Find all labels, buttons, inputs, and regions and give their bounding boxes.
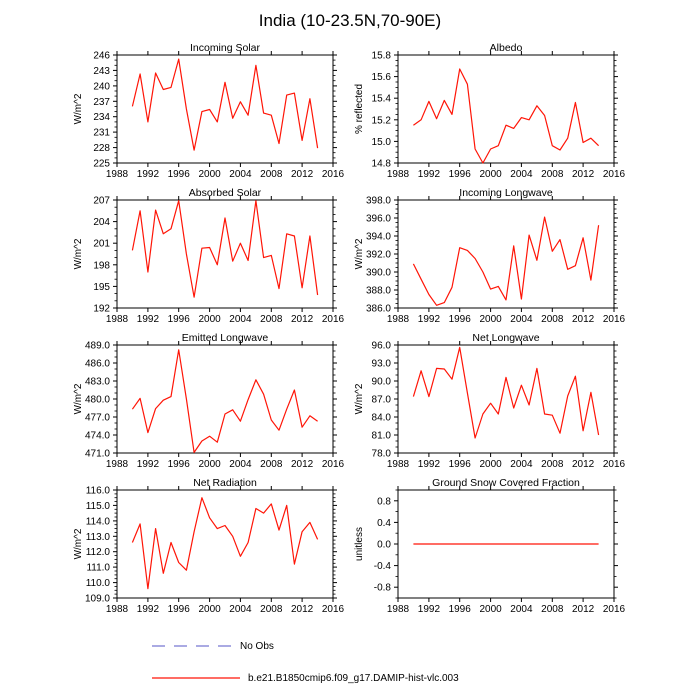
y-tick-label: -0.4 — [373, 561, 391, 573]
chart-net-radiation — [61, 475, 345, 620]
series-line — [413, 217, 598, 305]
y-tick-label: 246 — [93, 50, 110, 62]
x-tick-label: 2016 — [321, 169, 345, 180]
y-tick-label: 14.8 — [371, 158, 391, 170]
x-tick-label: 1988 — [386, 314, 410, 325]
x-tick-label: 1996 — [448, 604, 471, 615]
y-tick-label: 225 — [93, 158, 110, 170]
x-tick-label: 1988 — [105, 604, 129, 615]
x-tick-label: 1996 — [448, 169, 471, 180]
y-tick-label: 113.0 — [85, 531, 110, 543]
y-axis-label: W/m^2 — [73, 528, 84, 560]
chart-incoming-longwave — [342, 185, 637, 330]
x-tick-label: 2008 — [260, 604, 283, 615]
x-tick-label: 1988 — [386, 604, 410, 615]
model-solid-line-icon — [151, 675, 241, 681]
x-tick-label: 2000 — [198, 314, 221, 325]
y-tick-label: 480.0 — [84, 394, 110, 406]
x-tick-label: 1988 — [386, 169, 410, 180]
plot-frame — [398, 345, 614, 453]
ground-snow-plot — [342, 475, 637, 620]
x-tick-label: 2000 — [198, 459, 221, 470]
x-tick-label: 2012 — [571, 169, 595, 180]
x-tick-label: 2004 — [510, 604, 533, 615]
y-axis-label: unitless — [354, 527, 365, 561]
x-tick-label: 2016 — [602, 169, 626, 180]
plot-frame — [117, 200, 333, 308]
y-axis-label: % reflected — [354, 83, 365, 135]
x-tick-label: 2012 — [290, 169, 314, 180]
y-tick-label: 78.0 — [371, 448, 391, 460]
chart-albedo — [342, 40, 637, 185]
x-tick-label: 2008 — [541, 169, 564, 180]
series-line — [413, 69, 598, 163]
y-tick-label: 204 — [93, 217, 110, 229]
chart-absorbed-solar — [61, 185, 345, 330]
x-tick-label: 2008 — [541, 314, 564, 325]
x-tick-label: 2008 — [260, 169, 283, 180]
x-tick-label: 2004 — [510, 314, 533, 325]
x-tick-label: 2012 — [290, 459, 314, 470]
legend-model-run — [151, 671, 700, 685]
net-radiation-plot — [61, 475, 356, 620]
x-tick-label: 2012 — [571, 459, 595, 470]
y-tick-label: 483.0 — [84, 376, 110, 388]
x-tick-label: 2008 — [541, 604, 564, 615]
chart-title: Emitted Longwave — [181, 332, 269, 344]
chart-title: Absorbed Solar — [188, 187, 262, 199]
y-axis-label: W/m^2 — [73, 93, 84, 125]
x-tick-label: 2004 — [229, 459, 252, 470]
y-tick-label: 15.0 — [371, 136, 391, 148]
x-tick-label: 2012 — [571, 314, 595, 325]
y-tick-label: 93.0 — [371, 358, 391, 370]
x-tick-label: 2016 — [321, 459, 345, 470]
no-obs-dashed-line-icon — [151, 643, 233, 649]
y-tick-label: 15.6 — [371, 72, 391, 84]
albedo-plot — [342, 40, 637, 185]
y-tick-label: 111.0 — [86, 562, 110, 574]
x-tick-label: 1992 — [136, 604, 160, 615]
y-tick-label: 0.8 — [377, 496, 391, 508]
x-tick-label: 2000 — [479, 169, 502, 180]
absorbed-solar-plot — [61, 185, 356, 330]
incoming-solar-plot — [61, 40, 356, 185]
x-tick-label: 2008 — [260, 314, 283, 325]
x-tick-label: 1996 — [448, 459, 471, 470]
x-tick-label: 1992 — [417, 604, 441, 615]
y-tick-label: 114.0 — [85, 516, 110, 528]
y-tick-label: 386.0 — [365, 303, 391, 315]
y-tick-label: 198 — [93, 260, 110, 272]
x-tick-label: 2012 — [290, 314, 314, 325]
y-tick-label: 471.0 — [84, 448, 110, 460]
y-tick-label: 201 — [93, 238, 110, 250]
y-tick-label: 87.0 — [371, 394, 391, 406]
y-tick-label: 228 — [93, 143, 110, 155]
y-tick-label: 474.0 — [84, 430, 110, 442]
y-tick-label: 195 — [93, 281, 110, 293]
x-tick-label: 1992 — [417, 169, 441, 180]
y-tick-label: 15.4 — [371, 93, 391, 105]
y-tick-label: 15.8 — [371, 50, 391, 62]
y-tick-label: 396.0 — [365, 213, 391, 225]
x-tick-label: 2004 — [510, 459, 533, 470]
x-tick-label: 2016 — [321, 314, 345, 325]
x-tick-label: 1992 — [136, 169, 160, 180]
x-tick-label: 2000 — [198, 169, 221, 180]
legend — [151, 639, 700, 685]
chart-emitted-longwave — [61, 330, 345, 475]
y-tick-label: 207 — [93, 195, 110, 207]
x-tick-label: 2000 — [198, 604, 221, 615]
page-title: India (10-23.5N,70-90E) — [258, 11, 442, 30]
y-tick-label: 243 — [93, 65, 110, 77]
chart-grid — [61, 40, 700, 620]
y-tick-label: 96.0 — [371, 340, 391, 352]
y-tick-label: 394.0 — [365, 231, 391, 243]
series-line — [132, 59, 317, 150]
plot-frame — [117, 345, 333, 453]
model-run-label: b.e21.B1850cmip6.f09_g17.DAMIP-hist-vlc.003 — [248, 672, 459, 684]
series-line — [132, 350, 317, 453]
y-tick-label: 489.0 — [84, 340, 110, 352]
y-tick-label: 231 — [93, 127, 110, 139]
series-line — [413, 347, 598, 438]
y-tick-label: 237 — [93, 96, 110, 108]
x-tick-label: 2012 — [571, 604, 595, 615]
x-tick-label: 1992 — [136, 314, 160, 325]
emitted-longwave-plot — [61, 330, 356, 475]
x-tick-label: 2004 — [229, 169, 252, 180]
x-tick-label: 1988 — [105, 459, 129, 470]
x-tick-label: 2016 — [321, 604, 345, 615]
x-tick-label: 1996 — [167, 314, 190, 325]
y-axis-label: W/m^2 — [354, 383, 365, 415]
series-line — [132, 498, 317, 589]
y-tick-label: 0.0 — [377, 539, 391, 551]
y-tick-label: -0.8 — [373, 582, 391, 594]
plot-frame — [398, 55, 614, 163]
chart-title: Ground Snow Covered Fraction — [432, 477, 580, 489]
x-tick-label: 1996 — [448, 314, 471, 325]
y-axis-label: W/m^2 — [73, 238, 84, 270]
x-tick-label: 2000 — [479, 604, 502, 615]
x-tick-label: 2016 — [602, 314, 626, 325]
y-tick-label: 116.0 — [85, 485, 110, 497]
x-tick-label: 2000 — [479, 314, 502, 325]
x-tick-label: 2004 — [229, 604, 252, 615]
y-tick-label: 486.0 — [84, 358, 110, 370]
series-line — [132, 201, 317, 298]
chart-net-longwave — [342, 330, 637, 475]
chart-incoming-solar — [61, 40, 345, 185]
x-tick-label: 1996 — [167, 169, 190, 180]
plot-frame — [117, 490, 333, 598]
x-tick-label: 2008 — [260, 459, 283, 470]
chart-title: Albedo — [489, 42, 523, 54]
y-tick-label: 398.0 — [365, 195, 391, 207]
chart-title: Net Longwave — [472, 332, 540, 344]
y-tick-label: 234 — [93, 112, 110, 124]
y-tick-label: 388.0 — [365, 285, 391, 297]
x-tick-label: 2004 — [229, 314, 252, 325]
x-tick-label: 2012 — [290, 604, 314, 615]
net-longwave-plot — [342, 330, 637, 475]
y-tick-label: 90.0 — [371, 376, 391, 388]
x-tick-label: 2016 — [602, 459, 626, 470]
legend-no-obs — [151, 639, 700, 653]
y-tick-label: 110.0 — [85, 578, 110, 590]
x-tick-label: 1988 — [105, 169, 129, 180]
y-tick-label: 192 — [93, 303, 110, 315]
y-tick-label: 390.0 — [365, 267, 391, 279]
y-tick-label: 240 — [93, 81, 110, 93]
x-tick-label: 1988 — [386, 459, 410, 470]
x-tick-label: 2004 — [510, 169, 533, 180]
x-tick-label: 2000 — [479, 459, 502, 470]
plot-frame — [398, 200, 614, 308]
incoming-longwave-plot — [342, 185, 637, 330]
y-tick-label: 477.0 — [84, 412, 110, 424]
y-tick-label: 112.0 — [85, 547, 110, 559]
chart-title: Incoming Solar — [189, 42, 261, 54]
y-tick-label: 115.0 — [85, 500, 110, 512]
chart-ground-snow-covered-fraction — [342, 475, 637, 620]
x-tick-label: 1988 — [105, 314, 129, 325]
chart-title: Incoming Longwave — [459, 187, 553, 199]
x-tick-label: 1996 — [167, 459, 190, 470]
x-tick-label: 1992 — [417, 314, 441, 325]
x-tick-label: 2016 — [602, 604, 626, 615]
no-obs-label: No Obs — [240, 640, 274, 652]
y-tick-label: 84.0 — [371, 412, 391, 424]
y-tick-label: 392.0 — [365, 249, 391, 261]
x-tick-label: 1992 — [417, 459, 441, 470]
x-tick-label: 1992 — [136, 459, 160, 470]
y-tick-label: 15.2 — [371, 115, 391, 127]
x-tick-label: 1996 — [167, 604, 190, 615]
x-tick-label: 2008 — [541, 459, 564, 470]
y-tick-label: 81.0 — [371, 430, 391, 442]
y-axis-label: W/m^2 — [73, 383, 84, 415]
y-axis-label: W/m^2 — [354, 238, 365, 270]
chart-title: Net Radiation — [193, 477, 257, 489]
y-tick-label: 109.0 — [84, 593, 110, 605]
y-tick-label: 0.4 — [377, 517, 391, 529]
